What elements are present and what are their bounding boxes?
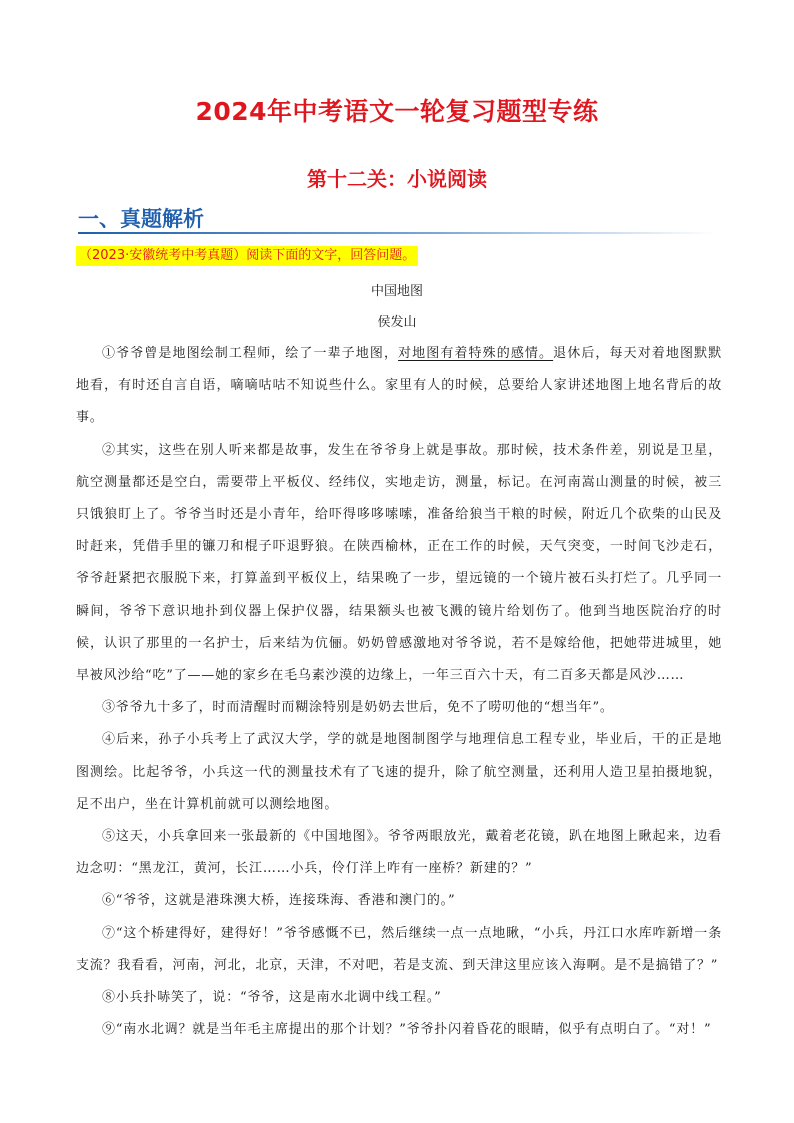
question-source: （2023·安徽统考中考真题）	[79, 248, 247, 263]
story-author: 侯发山	[377, 315, 417, 330]
story-title: 中国地图	[370, 284, 423, 299]
story-paragraph: ⑤这天，小兵拿回来一张最新的《中国地图》。爷爷两眼放光，戴着老花镜，趴在地图上瞅起来，边看边念叨：“黑龙江，黄河，长江……小兵，伶仃洋上咋有一座桥？新建的？”	[76, 829, 722, 877]
section-divider	[78, 232, 718, 234]
story-paragraph: ⑧小兵扑哧笑了，说：“爷爷，这是南水北调中线工程。”	[102, 990, 442, 1006]
story-paragraph: ③爷爷九十多了，时而清醒时而糊涂特别是奶奶去世后，免不了唠叨他的“想当年”。	[102, 700, 614, 716]
story-paragraph: ⑥“爷爷，这就是港珠澳大桥，连接珠海、香港和澳门的。”	[102, 893, 456, 909]
document-title: 2024年中考语文一轮复习题型专练	[195, 97, 599, 126]
question-instruction: 阅读下面的文字，回答问题。	[246, 248, 416, 263]
story-paragraph: ②其实，这些在别人听来都是故事，发生在爷爷身上就是事故。那时候，技术条件差，别说是卫星，航空测量都还是空白，需要带上平板仪、经纬仪，实地走访，测量，标记。在河南嵩山测量的时候，被三只饿狼盯上了。爷爷当时还是小青年，给吓得哆哆嗦嗦，准备给狼当干粮的时候，附近几个砍柴的山民及时赶来，凭借手里的镰刀和棍子吓退野狼。在陕西榆林，正在工作的时候，天气突变，一时间飞沙走石，爷爷赶紧把衣服脱下来，打算盖到平板仪上，结果晚了一步，望远镜的一个镜片被石头打烂了。几乎同一瞬间，爷爷下意识地扑到仪器上保护仪器，结果额头也被飞溅的镜片给划伤了。他到当地医院治疗的时候，认识了那里的一名护士，后来结为伉俪。奶奶曾感激地对爷爷说，若不是嫁给他，把她带进城里，她早被风沙给“吃”了——她的家乡在毛乌素沙漠的边缘上，一年三百六十天，有二百多天都是风沙……	[76, 442, 722, 684]
section-heading: 一、真题解析	[78, 207, 204, 231]
story-paragraph: ⑦“这个桥建得好，建得好！”爷爷感慨不已，然后继续一点一点地瞅，“小兵，丹江口水库咋新增一条支流？我看看，河南，河北，北京，天津，不对吧，若是支流、到天津这里应该入海啊。是不是搞错了？”	[76, 925, 722, 973]
story-body	[76, 338, 722, 1046]
question-source-line	[76, 246, 418, 266]
underlined-phrase: 对地图有着特殊的感情。	[398, 346, 554, 361]
story-paragraph: ④后来，孙子小兵考上了武汉大学，学的就是地图制图学与地理信息工程专业，毕业后，干的正是地图测绘。比起爷爷，小兵这一代的测量技术有了飞速的提升，除了航空测量，还利用人造卫星拍摄地貌，足不出户，坐在计算机前就可以测绘地图。	[76, 732, 722, 812]
story-paragraph: ⑨“南水北调？就是当年毛主席提出的那个计划？”爷爷扑闪着昏花的眼睛，似乎有点明白了。“对！”	[102, 1022, 712, 1038]
story-paragraph: ①爷爷曾是地图绘制工程师，绘了一辈子地图，对地图有着特殊的感情。退休后，每天对着地图默默地看，有时还自言自语，嘀嘀咕咕不知说些什么。家里有人的时候，总要给人家讲述地图上地名背后的故事。	[76, 346, 722, 426]
document-subtitle: 第十二关：小说阅读	[307, 167, 487, 191]
